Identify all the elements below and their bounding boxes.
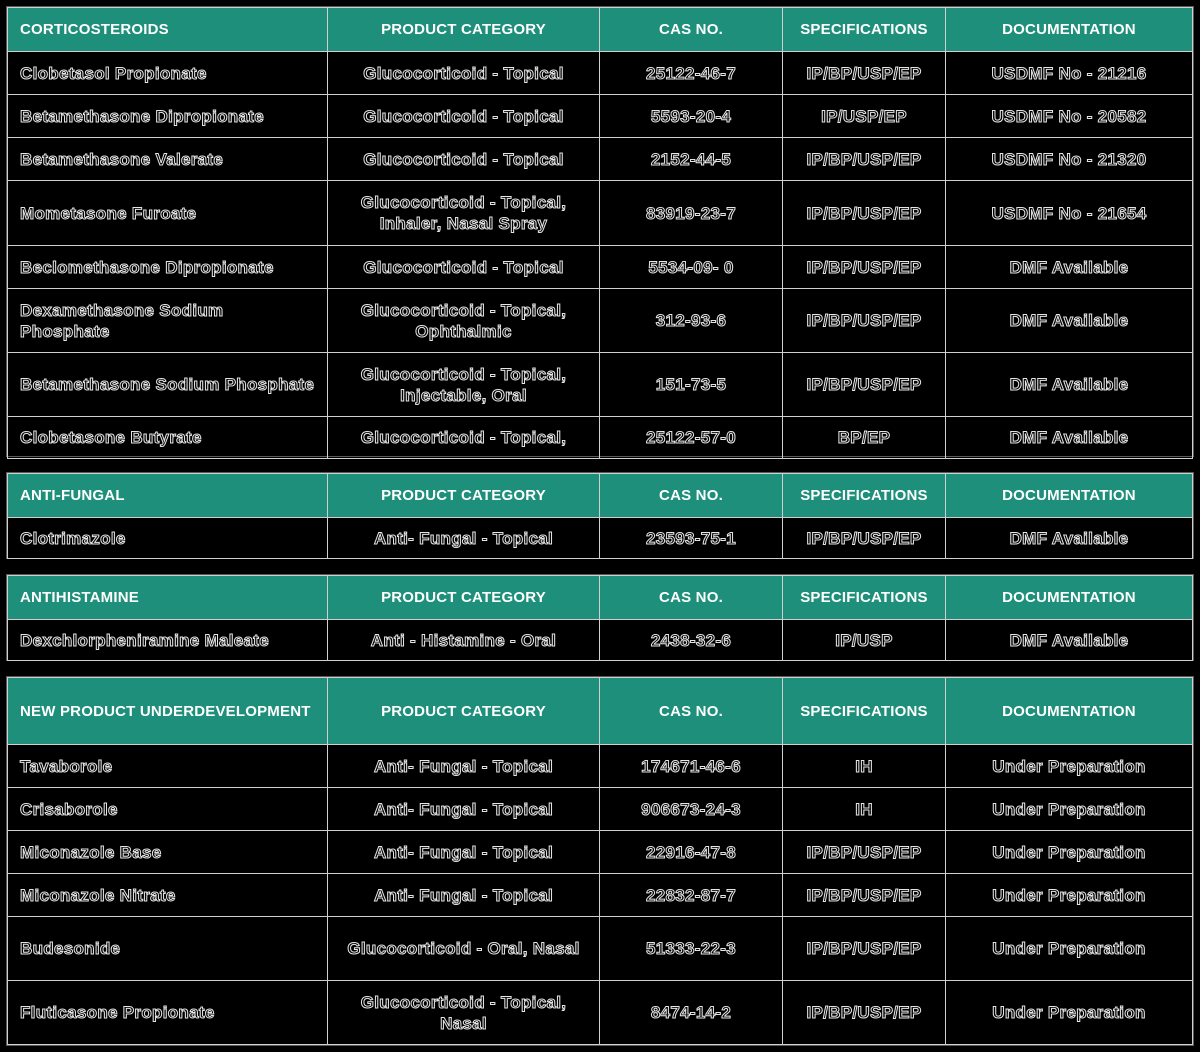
table-row bbox=[8, 181, 1193, 246]
table-row bbox=[8, 831, 1193, 874]
column-header-specifications: SPECIFICATIONS bbox=[783, 678, 946, 745]
specifications: IP/BP/USP/EP bbox=[783, 917, 946, 981]
cas-number: 906673-24-3 bbox=[600, 788, 783, 831]
specifications: BP/EP bbox=[783, 417, 946, 459]
section-title: NEW PRODUCT UNDERDEVELOPMENT bbox=[8, 678, 328, 745]
table-row bbox=[8, 52, 1193, 95]
table-row bbox=[8, 138, 1193, 181]
product-category: Anti- Fungal - Topical bbox=[328, 745, 600, 788]
column-header-cas: CAS NO. bbox=[600, 8, 783, 52]
product-category: Glucocorticoid - Topical bbox=[328, 138, 600, 181]
cas-number: 23593-75-1 bbox=[600, 518, 783, 559]
documentation: Under Preparation bbox=[946, 831, 1193, 874]
product-category: Anti - Histamine - Oral bbox=[328, 620, 600, 661]
corticosteroids-table bbox=[7, 7, 1193, 459]
specifications: IP/BP/USP/EP bbox=[783, 181, 946, 246]
antihistamine-table bbox=[7, 575, 1193, 661]
antihistamine-section bbox=[6, 574, 1194, 661]
product-category: Glucocorticoid - Topical, Nasal bbox=[328, 981, 600, 1045]
table-row bbox=[8, 417, 1193, 459]
specifications: IP/BP/USP/EP bbox=[783, 353, 946, 417]
section-title: CORTICOSTEROIDS bbox=[8, 8, 328, 52]
specifications: IP/BP/USP/EP bbox=[783, 874, 946, 917]
cas-number: 51333-22-3 bbox=[600, 917, 783, 981]
specifications: IP/USP bbox=[783, 620, 946, 661]
product-name: Crisaborole bbox=[8, 788, 328, 831]
table-row bbox=[8, 289, 1193, 353]
column-header-documentation: DOCUMENTATION bbox=[946, 8, 1193, 52]
documentation: DMF Available bbox=[946, 353, 1193, 417]
anti-fungal-section bbox=[6, 472, 1194, 559]
product-category: Anti- Fungal - Topical bbox=[328, 831, 600, 874]
product-category: Anti- Fungal - Topical bbox=[328, 788, 600, 831]
documentation: DMF Available bbox=[946, 417, 1193, 459]
product-name: Dexamethasone Sodium Phosphate bbox=[8, 289, 328, 353]
product-category: Anti- Fungal - Topical bbox=[328, 874, 600, 917]
documentation: Under Preparation bbox=[946, 788, 1193, 831]
column-header-specifications: SPECIFICATIONS bbox=[783, 474, 946, 518]
cas-number: 2152-44-5 bbox=[600, 138, 783, 181]
corticosteroids-section bbox=[6, 6, 1194, 457]
table-header-row bbox=[8, 678, 1193, 745]
table-row bbox=[8, 981, 1193, 1045]
cas-number: 8474-14-2 bbox=[600, 981, 783, 1045]
specifications: IP/BP/USP/EP bbox=[783, 246, 946, 289]
column-header-documentation: DOCUMENTATION bbox=[946, 678, 1193, 745]
table-row bbox=[8, 95, 1193, 138]
column-header-category: PRODUCT CATEGORY bbox=[328, 474, 600, 518]
column-header-specifications: SPECIFICATIONS bbox=[783, 576, 946, 620]
column-header-cas: CAS NO. bbox=[600, 576, 783, 620]
cas-number: 151-73-5 bbox=[600, 353, 783, 417]
product-name: Betamethasone Dipropionate bbox=[8, 95, 328, 138]
documentation: USDMF No - 21320 bbox=[946, 138, 1193, 181]
product-name: Fluticasone Propionate bbox=[8, 981, 328, 1045]
product-category: Glucocorticoid - Topical, Inhaler, Nasal Spray bbox=[328, 181, 600, 246]
cas-number: 174671-46-6 bbox=[600, 745, 783, 788]
product-name: Miconazole Nitrate bbox=[8, 874, 328, 917]
column-header-documentation: DOCUMENTATION bbox=[946, 576, 1193, 620]
specifications: IP/USP/EP bbox=[783, 95, 946, 138]
specifications: IP/BP/USP/EP bbox=[783, 138, 946, 181]
table-header-row bbox=[8, 576, 1193, 620]
product-category: Glucocorticoid - Topical, bbox=[328, 417, 600, 459]
product-name: Betamethasone Valerate bbox=[8, 138, 328, 181]
cas-number: 25122-57-0 bbox=[600, 417, 783, 459]
documentation: Under Preparation bbox=[946, 917, 1193, 981]
product-category: Glucocorticoid - Topical bbox=[328, 95, 600, 138]
column-header-cas: CAS NO. bbox=[600, 678, 783, 745]
column-header-documentation: DOCUMENTATION bbox=[946, 474, 1193, 518]
product-name: Clotrimazole bbox=[8, 518, 328, 559]
product-category: Glucocorticoid - Oral, Nasal bbox=[328, 917, 600, 981]
product-name: Budesonide bbox=[8, 917, 328, 981]
anti-fungal-table bbox=[7, 473, 1193, 559]
section-title: ANTI-FUNGAL bbox=[8, 474, 328, 518]
cas-number: 2438-32-6 bbox=[600, 620, 783, 661]
new-products-table bbox=[7, 677, 1193, 1045]
product-name: Clobetasone Butyrate bbox=[8, 417, 328, 459]
specifications: IH bbox=[783, 745, 946, 788]
product-name: Mometasone Furoate bbox=[8, 181, 328, 246]
specifications: IP/BP/USP/EP bbox=[783, 518, 946, 559]
specifications: IP/BP/USP/EP bbox=[783, 289, 946, 353]
product-name: Betamethasone Sodium Phosphate bbox=[8, 353, 328, 417]
documentation: DMF Available bbox=[946, 620, 1193, 661]
specifications: IH bbox=[783, 788, 946, 831]
documentation: USDMF No - 21216 bbox=[946, 52, 1193, 95]
new-products-section bbox=[6, 676, 1194, 1046]
table-row bbox=[8, 518, 1193, 559]
table-row bbox=[8, 874, 1193, 917]
documentation: USDMF No - 20582 bbox=[946, 95, 1193, 138]
product-category: Glucocorticoid - Topical bbox=[328, 246, 600, 289]
cas-number: 83919-23-7 bbox=[600, 181, 783, 246]
product-name: Clobetasol Propionate bbox=[8, 52, 328, 95]
cas-number: 312-93-6 bbox=[600, 289, 783, 353]
cas-number: 22832-87-7 bbox=[600, 874, 783, 917]
product-name: Dexchlorpheniramine Maleate bbox=[8, 620, 328, 661]
documentation: Under Preparation bbox=[946, 874, 1193, 917]
documentation: Under Preparation bbox=[946, 981, 1193, 1045]
table-row bbox=[8, 745, 1193, 788]
documentation: Under Preparation bbox=[946, 745, 1193, 788]
column-header-category: PRODUCT CATEGORY bbox=[328, 576, 600, 620]
product-name: Beclomethasone Dipropionate bbox=[8, 246, 328, 289]
column-header-specifications: SPECIFICATIONS bbox=[783, 8, 946, 52]
documentation: DMF Available bbox=[946, 289, 1193, 353]
cas-number: 5593-20-4 bbox=[600, 95, 783, 138]
product-name: Miconazole Base bbox=[8, 831, 328, 874]
product-category: Glucocorticoid - Topical, Injectable, Oral bbox=[328, 353, 600, 417]
table-header-row bbox=[8, 474, 1193, 518]
column-header-category: PRODUCT CATEGORY bbox=[328, 678, 600, 745]
table-row bbox=[8, 788, 1193, 831]
cas-number: 22916-47-8 bbox=[600, 831, 783, 874]
product-category: Glucocorticoid - Topical, Ophthalmic bbox=[328, 289, 600, 353]
column-header-category: PRODUCT CATEGORY bbox=[328, 8, 600, 52]
specifications: IP/BP/USP/EP bbox=[783, 831, 946, 874]
documentation: USDMF No - 21654 bbox=[946, 181, 1193, 246]
table-row bbox=[8, 246, 1193, 289]
table-row bbox=[8, 353, 1193, 417]
documentation: DMF Available bbox=[946, 246, 1193, 289]
cas-number: 5534-09- 0 bbox=[600, 246, 783, 289]
product-name: Tavaborole bbox=[8, 745, 328, 788]
cas-number: 25122-46-7 bbox=[600, 52, 783, 95]
table-row bbox=[8, 620, 1193, 661]
section-title: ANTIHISTAMINE bbox=[8, 576, 328, 620]
column-header-cas: CAS NO. bbox=[600, 474, 783, 518]
specifications: IP/BP/USP/EP bbox=[783, 52, 946, 95]
specifications: IP/BP/USP/EP bbox=[783, 981, 946, 1045]
product-category: Anti- Fungal - Topical bbox=[328, 518, 600, 559]
documentation: DMF Available bbox=[946, 518, 1193, 559]
table-header-row bbox=[8, 8, 1193, 52]
product-category: Glucocorticoid - Topical bbox=[328, 52, 600, 95]
table-row bbox=[8, 917, 1193, 981]
